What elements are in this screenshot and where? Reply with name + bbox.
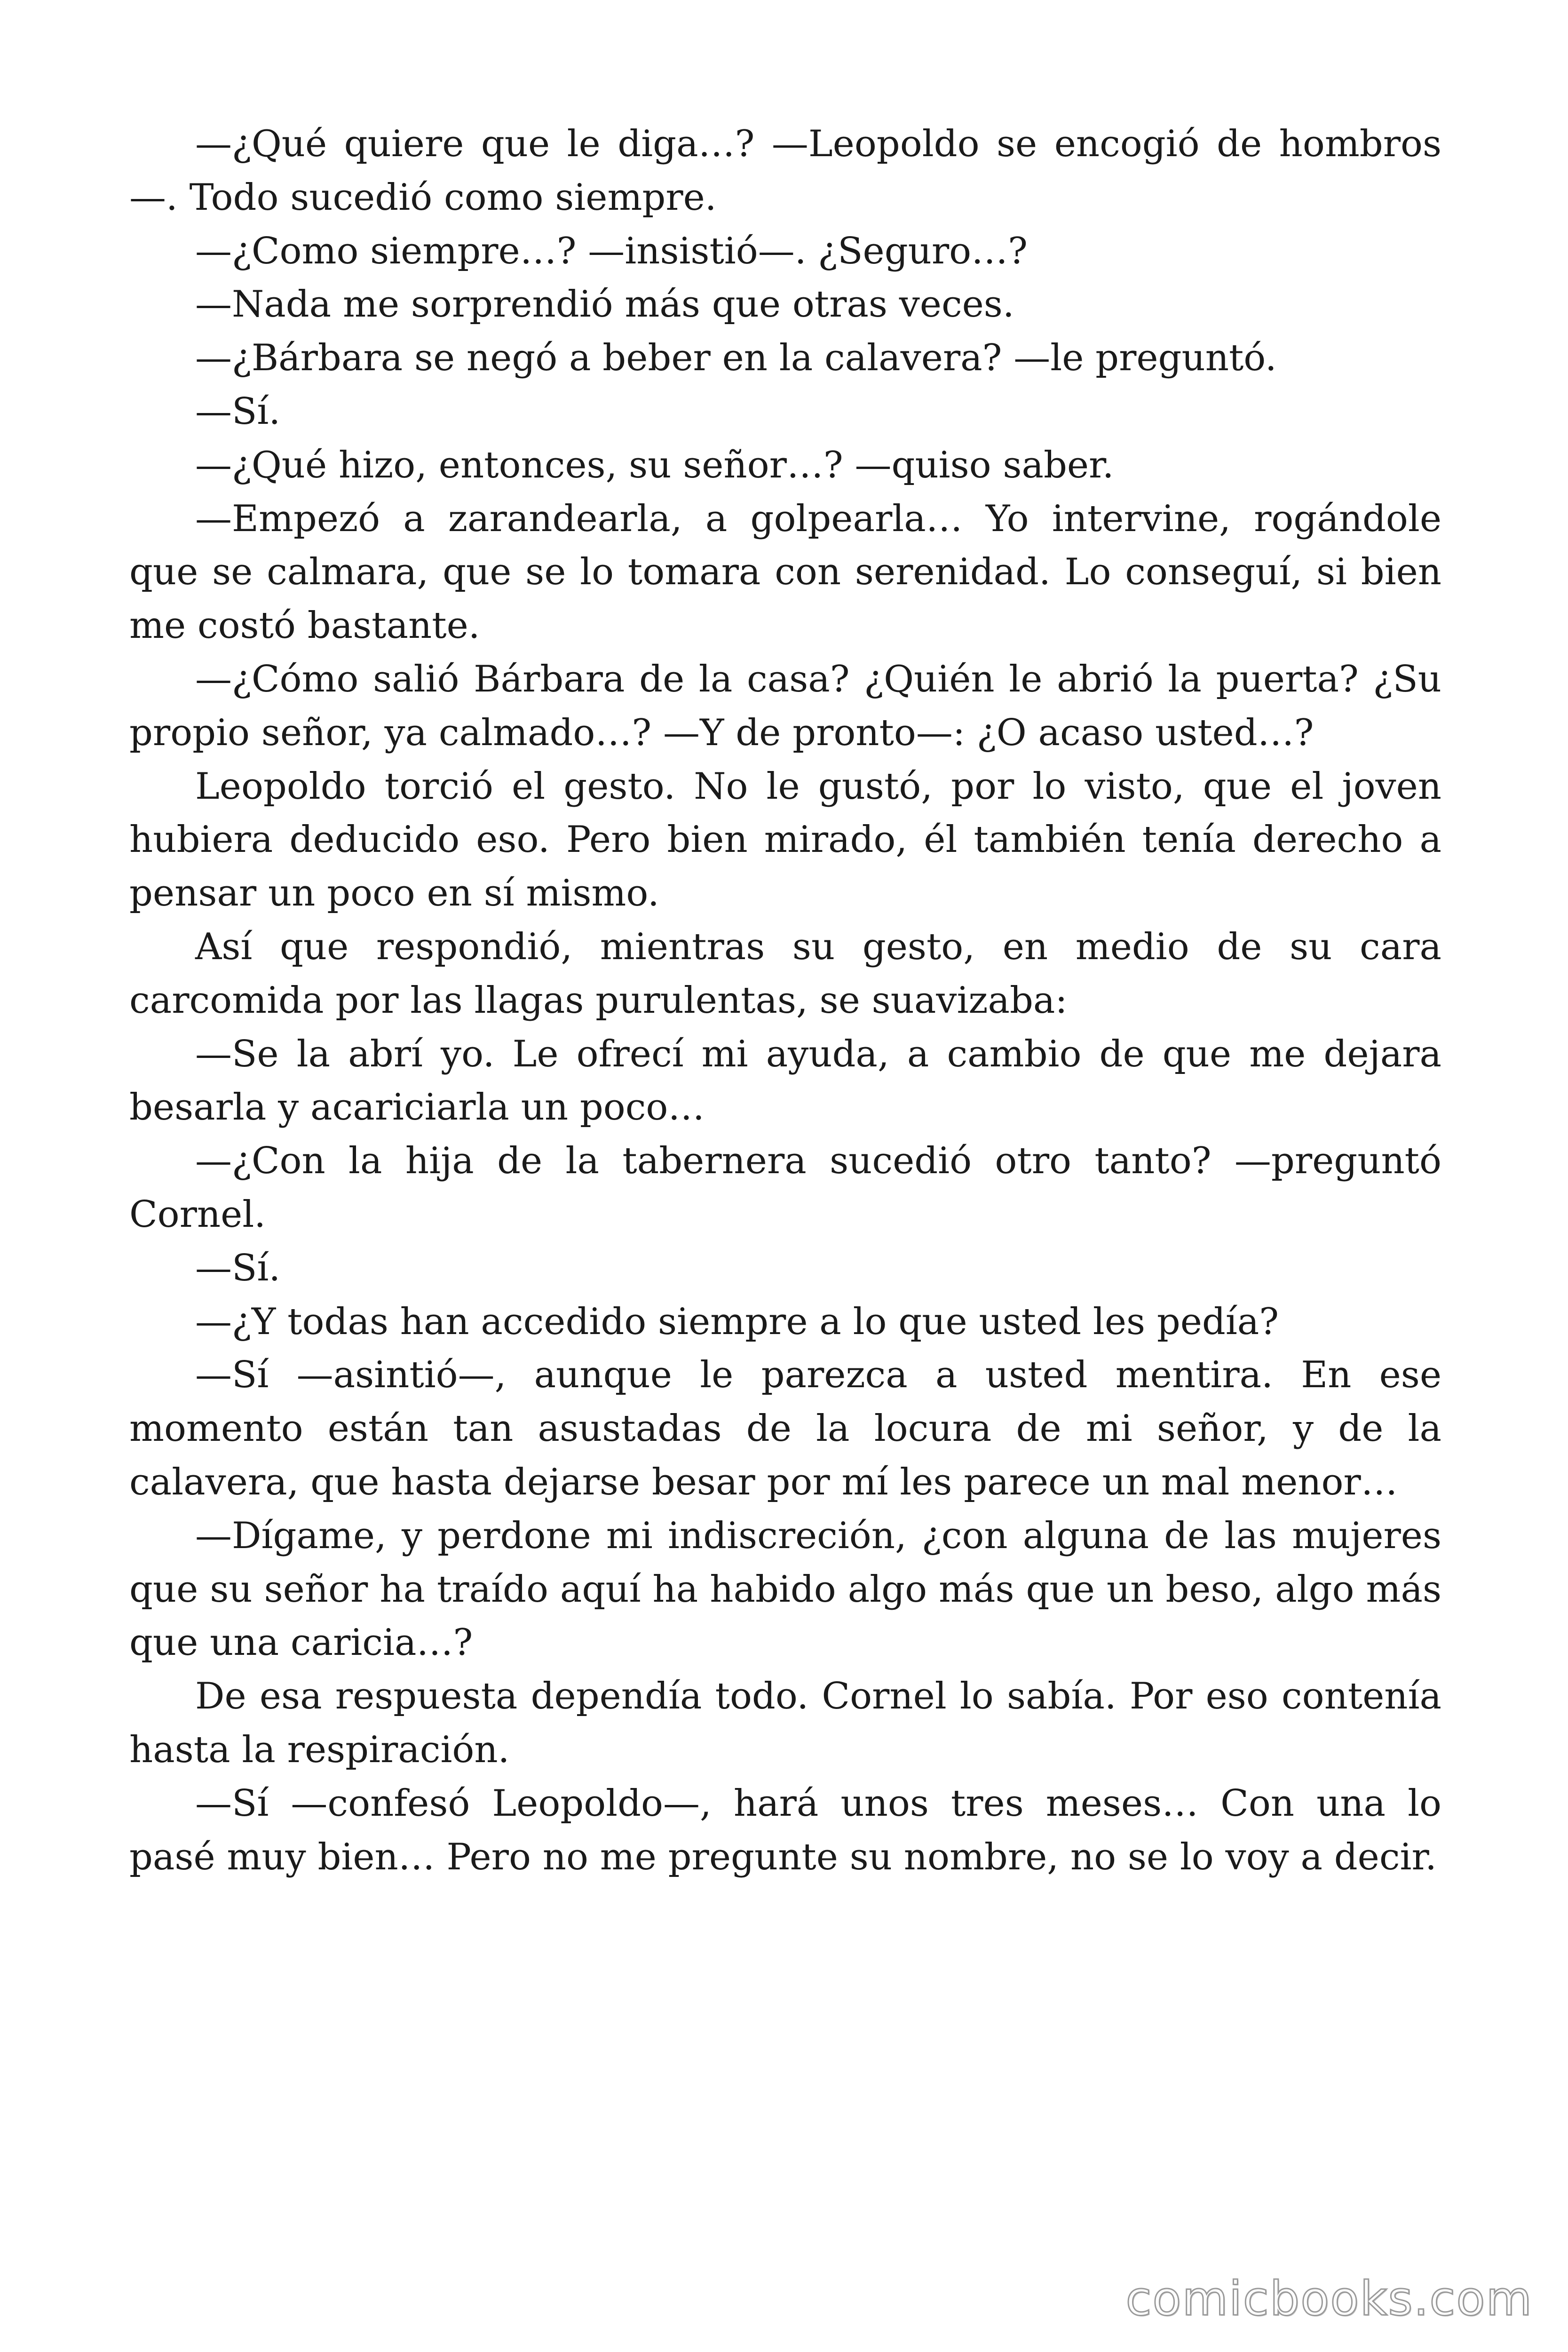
paragraph: —¿Con la hija de la tabernera sucedió otro tanto? —preguntó Cornel. [129, 1140, 1441, 1236]
paragraph: —Sí. [195, 1247, 281, 1289]
paragraph: —¿Bárbara se negó a beber en la calavera? —le preguntó. [195, 337, 1277, 380]
paragraph: —Nada me sorprendió más que otras veces. [195, 283, 1014, 326]
paragraph: —Se la abrí yo. Le ofrecí mi ayuda, a cambio de que me dejara besarla y acariciarla un poco… [129, 1033, 1441, 1129]
paragraph: —¿Como siempre…? —insistió—. ¿Seguro…? [195, 230, 1028, 272]
paragraph: —¿Cómo salió Bárbara de la casa? ¿Quién le abrió la puerta? ¿Su propio señor, ya calmado…? —Y de pronto—: ¿O acaso usted…? [129, 658, 1441, 754]
paragraph: —Empezó a zarandearla, a golpearla… Yo intervine, rogándole que se calmara, que se lo tomara con serenidad. Lo conseguí, si bien me costó bastante. [129, 497, 1441, 647]
paragraph: —¿Y todas han accedido siempre a lo que usted les pedía? [195, 1300, 1279, 1343]
paragraph: —¿Qué quiere que le diga…? —Leopoldo se encogió de hombros —. Todo sucedió como siempre. [129, 123, 1441, 219]
watermark: comicbooks.com [1125, 2271, 1533, 2326]
paragraph: —Sí —confesó Leopoldo—, hará unos tres meses… Con una lo pasé muy bien… Pero no me pregunte su nombre, no se lo voy a decir. [129, 1782, 1441, 1878]
paragraph: —Dígame, y perdone mi indiscreción, ¿con alguna de las mujeres que su señor ha traído aquí ha habido algo más que un beso, algo más que una caricia…? [129, 1514, 1441, 1664]
paragraph: Leopoldo torció el gesto. No le gustó, por lo visto, que el joven hubiera deducido eso. Pero bien mirado, él también tenía derecho a pensar un poco en sí mismo. [129, 765, 1441, 915]
paragraph: —¿Qué hizo, entonces, su señor…? —quiso saber. [195, 444, 1114, 486]
paragraph: —Sí. [195, 390, 281, 433]
body-text [129, 118, 1441, 1884]
paragraph: —Sí —asintió—, aunque le parezca a usted mentira. En ese momento están tan asustadas de la locura de mi señor, y de la calavera, que hasta dejarse besar por mí les parece un mal menor… [129, 1354, 1441, 1503]
paragraph: De esa respuesta dependía todo. Cornel lo sabía. Por eso contenía hasta la respiración. [129, 1675, 1441, 1771]
paragraph: Así que respondió, mientras su gesto, en medio de su cara carcomida por las llagas purulentas, se suavizaba: [129, 925, 1441, 1022]
